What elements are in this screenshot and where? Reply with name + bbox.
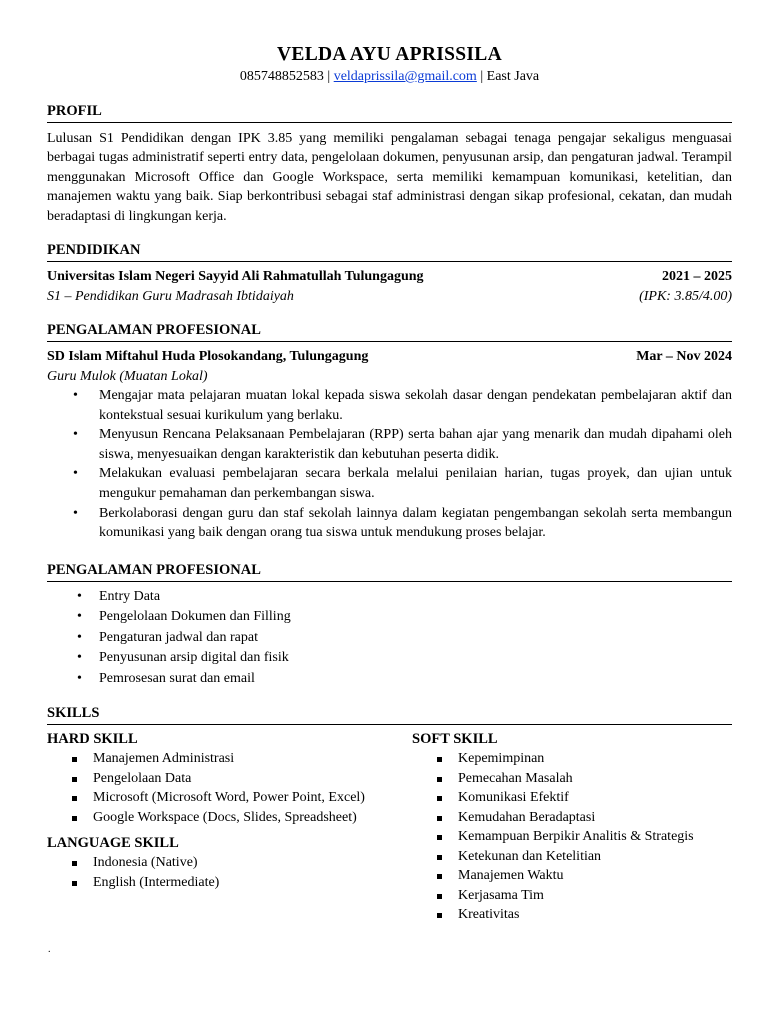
- job-role: Guru Mulok (Muatan Lokal): [47, 368, 208, 384]
- section-title: PENGALAMAN PROFESIONAL: [47, 321, 732, 342]
- list-item: Komunikasi Efektif: [412, 788, 732, 808]
- location: East Java: [486, 69, 540, 84]
- list-item: • Menyusun Rencana Pelaksanaan Pembelajaran (RPP) serta bahan ajar yang menarik dan mudah dipahami oleh siswa, menyesuaikan dengan karakteristik dan kebutuhan peserta didik.: [47, 425, 732, 464]
- language-skill-title: LANGUAGE SKILL: [47, 835, 179, 851]
- list-item: • Berkolaborasi dengan guru dan staf sekolah lainnya dalam kegiatan pengembangan sekolah serta membangun komunikasi yang baik dengan orang tua siswa untuk mendukung proses belajar.: [47, 504, 732, 543]
- skills-section: [47, 704, 732, 925]
- list-item: Kemampuan Berpikir Analitis & Strategis: [412, 827, 732, 847]
- hard-skill-column: [47, 730, 412, 925]
- ipk: (IPK: 3.85/4.00): [639, 288, 732, 304]
- list-item: English (Intermediate): [47, 873, 412, 893]
- list-item: Kepemimpinan: [412, 749, 732, 769]
- list-item: Kreativitas: [412, 905, 732, 925]
- list-item: Indonesia (Native): [47, 853, 412, 873]
- duties-list: [47, 386, 732, 543]
- list-item: Pengelolaan Data: [47, 769, 389, 789]
- list-item: Kemudahan Beradaptasi: [412, 808, 732, 828]
- list-item: Kerjasama Tim: [412, 886, 732, 906]
- separator: |: [480, 69, 484, 84]
- contact-line: [47, 69, 732, 85]
- section-title: SKILLS: [47, 704, 732, 725]
- section-title: PENGALAMAN PROFESIONAL: [47, 561, 732, 582]
- list-item: • Mengajar mata pelajaran muatan lokal kepada siswa sekolah dasar dengan pendekatan pembelajaran aktif dan kontekstual sesuai kurikulum yang berlaku.: [47, 386, 732, 425]
- list-item: • Entry Data: [47, 587, 732, 607]
- list-item: Google Workspace (Docs, Slides, Spreadsheet): [47, 808, 389, 828]
- list-item: Manajemen Waktu: [412, 866, 732, 886]
- candidate-name: VELDA AYU APRISSILA: [277, 44, 502, 65]
- profil-section: [47, 102, 732, 226]
- experience-skills-section: [47, 561, 732, 689]
- separator: |: [327, 69, 331, 84]
- hard-skill-title: HARD SKILL: [47, 731, 138, 747]
- footer-mark: .: [48, 944, 51, 955]
- list-item: • Penyusunan arsip digital dan fisik: [47, 648, 732, 668]
- list-item: Pemecahan Masalah: [412, 769, 732, 789]
- institution-name: Universitas Islam Negeri Sayyid Ali Rahmatullah Tulungagung: [47, 269, 424, 284]
- list-item: Manajemen Administrasi: [47, 749, 389, 769]
- pendidikan-section: [47, 241, 732, 306]
- list-item: • Pemrosesan surat dan email: [47, 669, 732, 689]
- list-item: Microsoft (Microsoft Word, Power Point, Excel): [47, 788, 389, 808]
- list-item: • Pengelolaan Dokumen dan Filling: [47, 607, 732, 627]
- phone-number: 085748852583: [239, 69, 324, 84]
- list-item: Ketekunan dan Ketelitian: [412, 847, 732, 867]
- soft-skill-column: [412, 730, 732, 925]
- experience-period: Mar – Nov 2024: [636, 349, 732, 364]
- section-title: PENDIDIKAN: [47, 241, 732, 262]
- admin-skills-list: [47, 587, 732, 689]
- email-link[interactable]: veldaprissila@gmail.com: [333, 69, 477, 84]
- experience-section: [47, 321, 732, 543]
- list-item: • Pengaturan jadwal dan rapat: [47, 628, 732, 648]
- education-years: 2021 – 2025: [662, 269, 732, 284]
- section-title: PROFIL: [47, 102, 732, 123]
- language-skill-list: [47, 853, 412, 892]
- degree: S1 – Pendidikan Guru Madrasah Ibtidaiyah: [47, 288, 294, 304]
- soft-skill-title: SOFT SKILL: [412, 731, 498, 747]
- list-item: • Melakukan evaluasi pembelajaran secara berkala melalui penilaian harian, tugas proyek, dan ujian untuk mengukur pemahaman dan perkembangan siswa.: [47, 464, 732, 503]
- organization-name: SD Islam Miftahul Huda Plosokandang, Tulungagung: [47, 349, 369, 364]
- soft-skill-list: [412, 749, 732, 925]
- profil-text: Lulusan S1 Pendidikan dengan IPK 3.85 yang memiliki pengalaman sebagai tenaga pengajar sekaligus menguasai berbagai tugas administratif seperti entry data, pengelolaan dokumen, penyusunan arsip, dan pengaturan jadwal. Terampil menggunakan Microsoft Office dan Google Workspace, serta memiliki kemampuan komunikasi, ketelitian, dan manajemen waktu yang baik. Siap berkontribusi sebagai staf administrasi dengan sikap profesional, cekatan, dan mudah beradaptasi di lingkungan kerja.: [47, 131, 732, 224]
- hard-skill-list: [47, 749, 389, 827]
